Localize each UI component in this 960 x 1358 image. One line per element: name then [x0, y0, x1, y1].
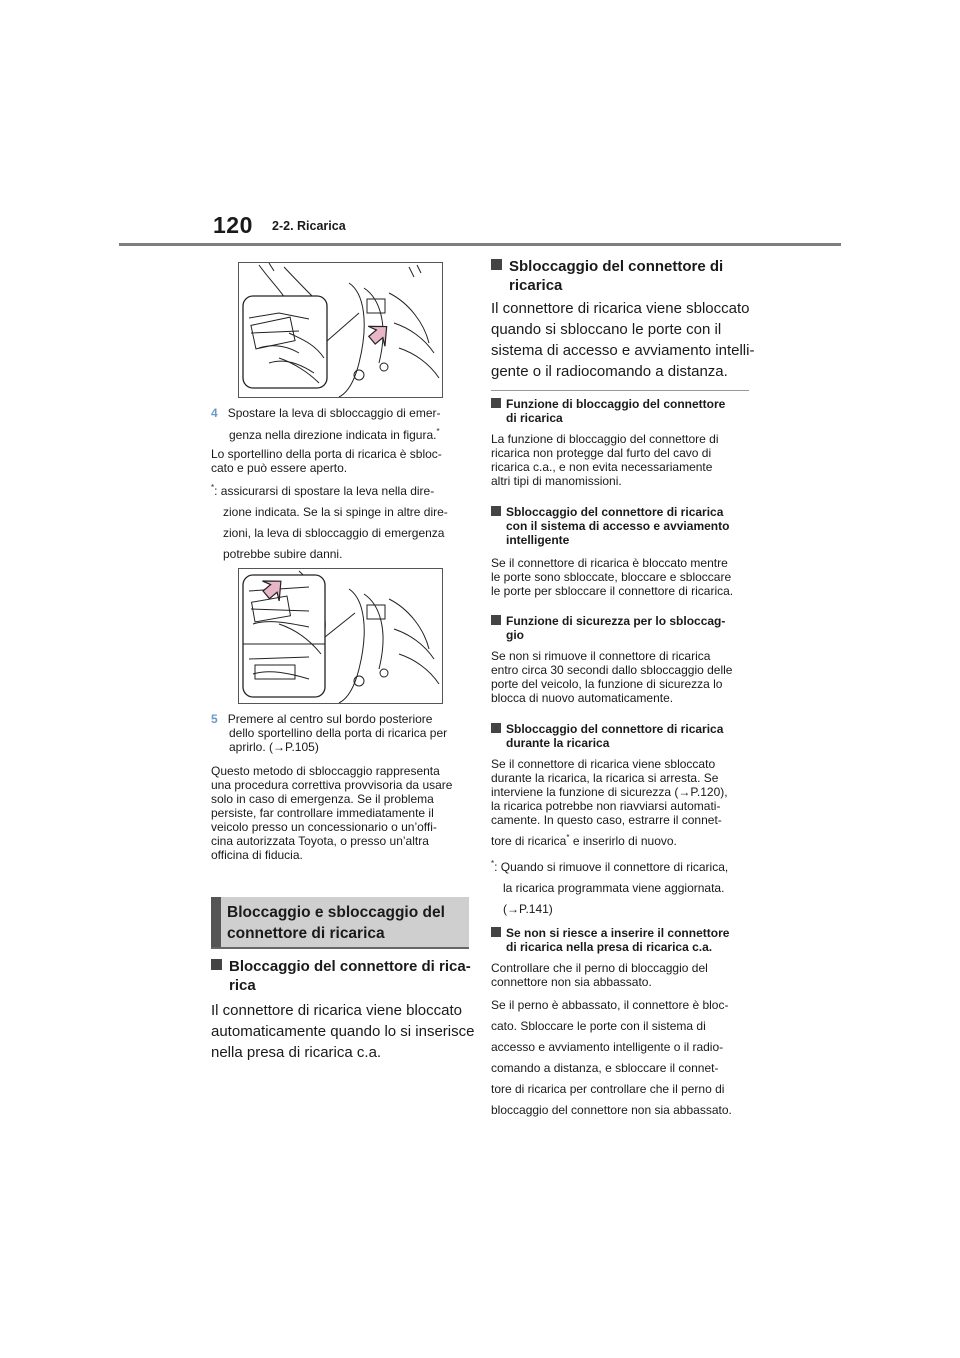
paragraph-line: bloccaggio del connettore non sia abbassato. [491, 1103, 732, 1117]
footnote-charge-schedule [491, 853, 753, 920]
paragraph-line: connettore non sia abbassato. [491, 975, 652, 989]
square-bullet-icon [491, 723, 501, 733]
paragraph-line: ricarica c.a., e non evita necessariamente [491, 460, 713, 474]
paragraph-line: nella presa di ricarica c.a. [211, 1044, 382, 1061]
paragraph-line: cina autorizzata Toyota, o presso un’altra [211, 834, 429, 848]
paragraph-line: le porte sono sbloccate, bloccare e sbloccare [491, 570, 732, 584]
square-bullet-icon [491, 506, 501, 516]
paragraph-line: tore di ricarica per controllare che il perno di [491, 1082, 725, 1096]
footnote-line: la ricarica programmata viene aggiornata. [503, 881, 725, 895]
note-heading-text: Se non si riesce a inserire il connettore [506, 926, 730, 940]
paragraph-line: gente o il radiocomando a distanza. [491, 363, 728, 380]
paragraph-line: La funzione di bloccaggio del connettore di [491, 432, 719, 446]
square-bullet-icon [211, 959, 222, 970]
footnote-mark: * [211, 483, 215, 492]
footnote-line: potrebbe subire danni. [223, 547, 343, 561]
inline-text: e inserirlo di nuovo. [569, 834, 677, 848]
paragraph-line: officina di fiducia. [211, 848, 303, 862]
note-heading-during-charge [491, 722, 753, 750]
subheading-text: ricarica [509, 277, 563, 294]
note-heading-safety [491, 614, 753, 642]
illustration-lever-push [239, 263, 442, 397]
paragraph-line: la ricarica potrebbe non riavviarsi automati- [491, 799, 721, 813]
paragraph-line: interviene la funzione di sicurezza (→P.120), [491, 785, 728, 799]
square-bullet-icon [491, 398, 501, 408]
footnote-line: : assicurarsi di spostare la leva nella dire- [214, 484, 435, 498]
note-heading-text: di ricarica [506, 411, 563, 425]
paragraph-line: altri tipi di manomissioni. [491, 474, 622, 488]
paragraph-line: automaticamente quando lo si inserisce [211, 1023, 475, 1040]
footnote-line: zione indicata. Se la si spinge in altre dire- [223, 505, 448, 519]
paragraph-line: Se il connettore di ricarica è bloccato mentre [491, 556, 728, 570]
section-heading-box [211, 897, 469, 949]
step-4 [211, 407, 471, 442]
paragraph-line: Questo metodo di sbloccaggio rappresenta [211, 764, 440, 778]
inline-text: tore di ricarica [491, 834, 567, 848]
note-heading-text: intelligente [506, 533, 570, 547]
paragraph-line: cato. Sbloccare le porte con il sistema di [491, 1019, 706, 1033]
step-5 [211, 712, 471, 754]
unlock-paragraph [491, 298, 756, 382]
section-title: 2-2. Ricarica [272, 219, 346, 233]
step-number: 5 [211, 712, 218, 726]
footnote-caution [211, 477, 471, 565]
paragraph-line: una procedura correttiva provvisoria da usare [211, 778, 453, 792]
step-number: 4 [211, 406, 218, 420]
subheading-lock [211, 957, 476, 995]
paragraph-line: durante la ricarica, la ricarica si arresta. Se [491, 771, 719, 785]
paragraph-line: Lo sportellino della porta di ricarica è sbloc- [211, 447, 442, 461]
subheading-text: rica [229, 977, 256, 994]
paragraph-line: accesso e avviamento intelligente o il radio- [491, 1040, 724, 1054]
note-smart-unlock [491, 556, 753, 598]
note-heading-text: Funzione di sicurezza per lo sbloccag- [506, 614, 726, 628]
footnote-mark: * [491, 859, 495, 868]
footnote-mark: * [436, 426, 440, 436]
heading-line: Bloccaggio e sbloccaggio del [227, 904, 445, 921]
paragraph-line [491, 831, 753, 848]
paragraph-line: Il connettore di ricarica viene bloccato [211, 1002, 462, 1019]
square-bullet-icon [491, 615, 501, 625]
step-text: Premere al centro sul bordo posteriore [227, 712, 433, 726]
paragraph-line: solo in caso di emergenza. Se il problema [211, 792, 434, 806]
note-heading-text: Sbloccaggio del connettore di ricarica [506, 505, 724, 519]
square-bullet-icon [491, 259, 502, 270]
note-heading-text: durante la ricarica [506, 736, 610, 750]
subheading-text: Bloccaggio del connettore di rica- [229, 958, 471, 975]
note-heading-lock-function [491, 397, 753, 425]
note-heading-text: gio [506, 628, 524, 642]
step-text: genza nella direzione indicata in figura. [229, 427, 437, 442]
lock-paragraph [211, 1000, 476, 1063]
section-heading [227, 902, 445, 944]
note-heading-cannot-insert [491, 926, 753, 954]
step-text: Spostare la leva di sbloccaggio di emer- [227, 406, 441, 420]
subheading-unlock [491, 257, 756, 295]
paragraph-line: Se il perno è abbassato, il connettore è bloc- [491, 998, 729, 1012]
paragraph-line: comando a distanza, e sbloccare il connet- [491, 1061, 719, 1075]
footnote-mark: * [566, 833, 570, 842]
paragraph-line: Se non si rimuove il connettore di ricarica [491, 649, 711, 663]
paragraph-line: ricarica non protegge dal furto del cavo di [491, 446, 712, 460]
heading-bar [211, 897, 221, 947]
figure-emergency-lever-push [238, 262, 443, 398]
note-heading-text: con il sistema di accesso e avviamento [506, 519, 730, 533]
paragraph-line: camente. In questo caso, estrarre il connet- [491, 813, 722, 827]
note-heading-smart-unlock [491, 505, 753, 547]
note-cannot-insert-2 [491, 995, 753, 1121]
header-rule [119, 243, 841, 246]
paragraph-line: quando si sbloccano le porte con il [491, 321, 722, 338]
note-heading-text: Funzione di bloccaggio del connettore [506, 397, 726, 411]
emergency-note [211, 764, 471, 862]
paragraph-line: blocca di nuovo automaticamente. [491, 691, 674, 705]
paragraph-line: veicolo presso un concessionario o un’offi- [211, 820, 437, 834]
note-cannot-insert-1 [491, 961, 753, 989]
note-during-charge [491, 757, 753, 848]
paragraph-line: sistema di accesso e avviamento intelli- [491, 342, 755, 359]
step-4-result [211, 447, 471, 475]
divider [491, 390, 749, 391]
figure-door-press [238, 568, 443, 704]
square-bullet-icon [491, 927, 501, 937]
heading-line: connettore di ricarica [227, 925, 385, 942]
paragraph-line: Controllare che il perno di bloccaggio del [491, 961, 708, 975]
illustration-door-press [239, 569, 442, 703]
note-lock-function [491, 432, 753, 488]
footnote-line: zioni, la leva di sbloccaggio di emergenza [223, 526, 445, 540]
footnote-line: (→P.141) [503, 902, 553, 916]
subheading-text: Sbloccaggio del connettore di [509, 258, 724, 275]
note-heading-text: Sbloccaggio del connettore di ricarica [506, 722, 724, 736]
paragraph-line: persiste, far controllare immediatamente il [211, 806, 434, 820]
note-heading-text: di ricarica nella presa di ricarica c.a. [506, 940, 713, 954]
paragraph-line: entro circa 30 secondi dallo sbloccaggio delle [491, 663, 733, 677]
page-number: 120 [213, 212, 253, 238]
paragraph-line: Se il connettore di ricarica viene sbloccato [491, 757, 716, 771]
paragraph-line: Il connettore di ricarica viene sbloccato [491, 300, 750, 317]
note-safety [491, 649, 753, 705]
step-text: dello sportellino della porta di ricarica per [229, 726, 448, 740]
step-text: aprirlo. (→P.105) [229, 740, 319, 754]
footnote-line: : Quando si rimuove il connettore di ricarica, [494, 860, 729, 874]
paragraph-line: porte del veicolo, la funzione di sicurezza lo [491, 677, 723, 691]
paragraph-line: le porte per sbloccare il connettore di ricarica. [491, 584, 734, 598]
paragraph-line: cato e può essere aperto. [211, 461, 348, 475]
